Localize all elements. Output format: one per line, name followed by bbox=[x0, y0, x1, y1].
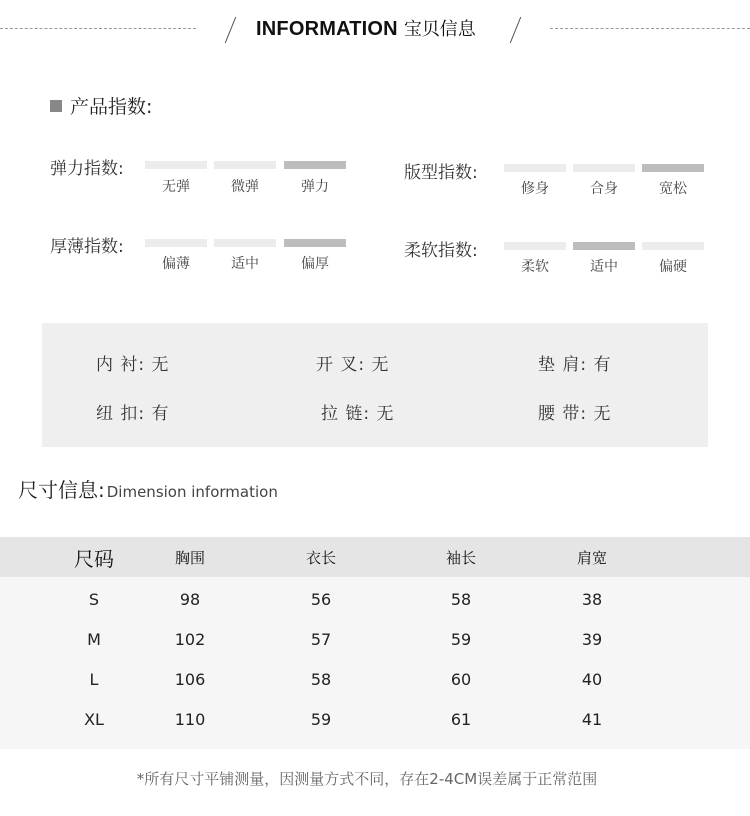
table-cell: M bbox=[87, 630, 101, 649]
index-label: 弹力指数: bbox=[50, 159, 124, 179]
index-label: 版型指数: bbox=[404, 163, 478, 183]
index-bar bbox=[642, 242, 704, 250]
table-cell: 57 bbox=[310, 630, 332, 649]
index-option-label: 弹力 bbox=[301, 179, 329, 195]
table-header-cell: 肩宽 bbox=[576, 549, 607, 567]
table-header-cell: 衣长 bbox=[305, 549, 336, 567]
table-cell: 59 bbox=[450, 630, 472, 649]
table-header-cell: 袖长 bbox=[445, 549, 476, 567]
size-table-body bbox=[0, 577, 750, 749]
table-cell: 38 bbox=[581, 590, 603, 609]
attribute-item: 垫 肩: 有 bbox=[538, 355, 612, 375]
index-bar bbox=[573, 242, 635, 250]
header-slash-left bbox=[225, 17, 236, 43]
measurement-note: *所有尺寸平铺测量，因测量方式不同，存在2-4CM误差属于正常范围 bbox=[136, 770, 598, 788]
table-cell: L bbox=[89, 670, 99, 689]
attribute-item: 腰 带: 无 bbox=[538, 404, 612, 424]
index-label: 厚薄指数: bbox=[50, 237, 124, 257]
table-cell: 58 bbox=[450, 590, 472, 609]
square-bullet-icon bbox=[50, 100, 62, 112]
index-bar bbox=[504, 164, 566, 172]
table-cell: 61 bbox=[450, 710, 472, 729]
table-cell: 106 bbox=[174, 670, 206, 689]
attribute-item: 内 衬: 无 bbox=[96, 355, 170, 375]
table-cell: 56 bbox=[310, 590, 332, 609]
table-cell: XL bbox=[84, 710, 104, 729]
index-option-label: 无弹 bbox=[162, 179, 190, 195]
table-cell: 102 bbox=[174, 630, 206, 649]
header-dash-right bbox=[550, 28, 750, 29]
attribute-item: 拉 链: 无 bbox=[321, 404, 395, 424]
index-bar bbox=[145, 161, 207, 169]
index-option-label: 合身 bbox=[590, 181, 618, 197]
header-title-en: INFORMATION bbox=[256, 18, 398, 40]
index-bar bbox=[573, 164, 635, 172]
attributes-box bbox=[42, 323, 708, 447]
table-header-cell: 尺码 bbox=[74, 547, 114, 571]
size-table-header bbox=[0, 537, 750, 577]
index-option-label: 偏硬 bbox=[659, 259, 687, 275]
table-cell: S bbox=[88, 590, 100, 609]
table-cell: 60 bbox=[450, 670, 472, 689]
header-title-cn: 宝贝信息 bbox=[403, 19, 476, 40]
table-cell: 98 bbox=[179, 590, 201, 609]
attribute-item: 纽 扣: 有 bbox=[96, 404, 170, 424]
index-option-label: 宽松 bbox=[659, 181, 687, 197]
table-cell: 110 bbox=[174, 710, 206, 729]
index-bar bbox=[284, 161, 346, 169]
product-index-title bbox=[50, 92, 152, 119]
product-index-title-text: 产品指数: bbox=[70, 96, 153, 118]
index-bar bbox=[145, 239, 207, 247]
index-option-label: 偏薄 bbox=[162, 256, 190, 272]
index-option-label: 适中 bbox=[231, 256, 259, 272]
table-cell: 41 bbox=[581, 710, 603, 729]
index-bar bbox=[504, 242, 566, 250]
index-option-label: 修身 bbox=[521, 181, 549, 197]
table-header-cell: 胸围 bbox=[174, 549, 205, 567]
size-info-title-cn: 尺寸信息: bbox=[18, 478, 105, 502]
index-bar bbox=[284, 239, 346, 247]
size-info-subtitle: Dimension information bbox=[106, 483, 278, 501]
attribute-item: 开 叉: 无 bbox=[316, 355, 390, 375]
table-cell: 58 bbox=[310, 670, 332, 689]
table-cell: 59 bbox=[310, 710, 332, 729]
header-title bbox=[256, 15, 476, 41]
index-bar bbox=[214, 161, 276, 169]
index-option-label: 柔软 bbox=[521, 259, 549, 275]
table-cell: 40 bbox=[581, 670, 603, 689]
index-bar bbox=[214, 239, 276, 247]
index-option-label: 适中 bbox=[590, 259, 618, 275]
index-bar bbox=[642, 164, 704, 172]
size-info-title bbox=[18, 474, 278, 503]
table-cell: 39 bbox=[581, 630, 603, 649]
header-slash-right bbox=[510, 17, 521, 43]
index-option-label: 微弹 bbox=[231, 179, 259, 195]
index-label: 柔软指数: bbox=[404, 241, 478, 261]
index-option-label: 偏厚 bbox=[301, 256, 329, 272]
header-dash-left bbox=[0, 28, 196, 29]
